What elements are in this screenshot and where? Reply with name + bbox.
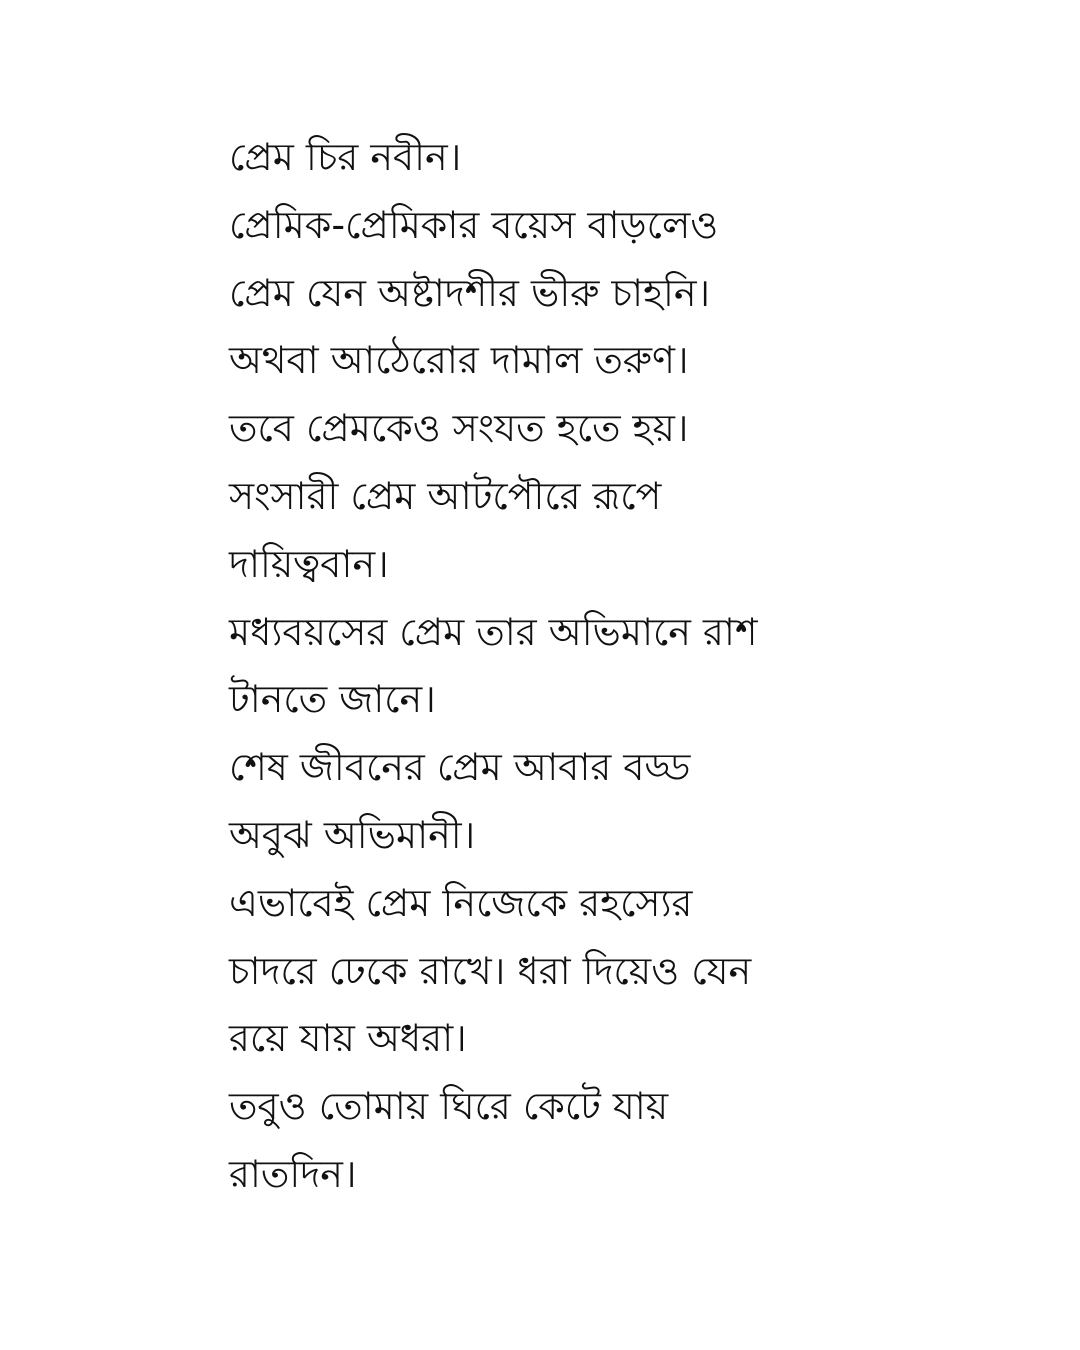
poem-line: রয়ে যায় অধরা। xyxy=(229,1016,467,1061)
poem-text xyxy=(229,124,1029,1209)
poem-line: প্রেম চির নবীন। xyxy=(229,135,462,179)
poem-line: প্রেমিক-প্রেমিকার বয়েস বাড়লেও xyxy=(229,202,719,247)
poem-line: অথবা আঠেরোর দামাল তরুণ। xyxy=(229,338,689,383)
poem-line: সংসারী প্রেম আটপৌরে রূপে xyxy=(229,473,662,518)
poem-line: দায়িত্ববান। xyxy=(229,541,389,586)
poem-line: অবুঝ অভিমানী। xyxy=(229,812,476,857)
poem-line: রাতদিন। xyxy=(229,1151,357,1196)
poem-line: মধ্যবয়সের প্রেম তার অভিমানে রাশ xyxy=(229,609,758,654)
poem-line: টানতে জানে। xyxy=(229,677,436,722)
poem-line: প্রেম যেন অষ্টাদশীর ভীরু চাহনি। xyxy=(229,270,711,315)
poem-line: এভাবেই প্রেম নিজেকে রহস্যের xyxy=(229,880,693,925)
poem-line: শেষ জীবনের প্রেম আবার বড্ড xyxy=(229,745,691,790)
poem-line: চাদরে ঢেকে রাখে। ধরা দিয়েও যেন xyxy=(229,948,752,993)
poem-line: তবুও তোমায় ঘিরে কেটে যায় xyxy=(229,1084,669,1129)
poem-line: তবে প্রেমকেও সংযত হতে হয়। xyxy=(229,406,689,451)
